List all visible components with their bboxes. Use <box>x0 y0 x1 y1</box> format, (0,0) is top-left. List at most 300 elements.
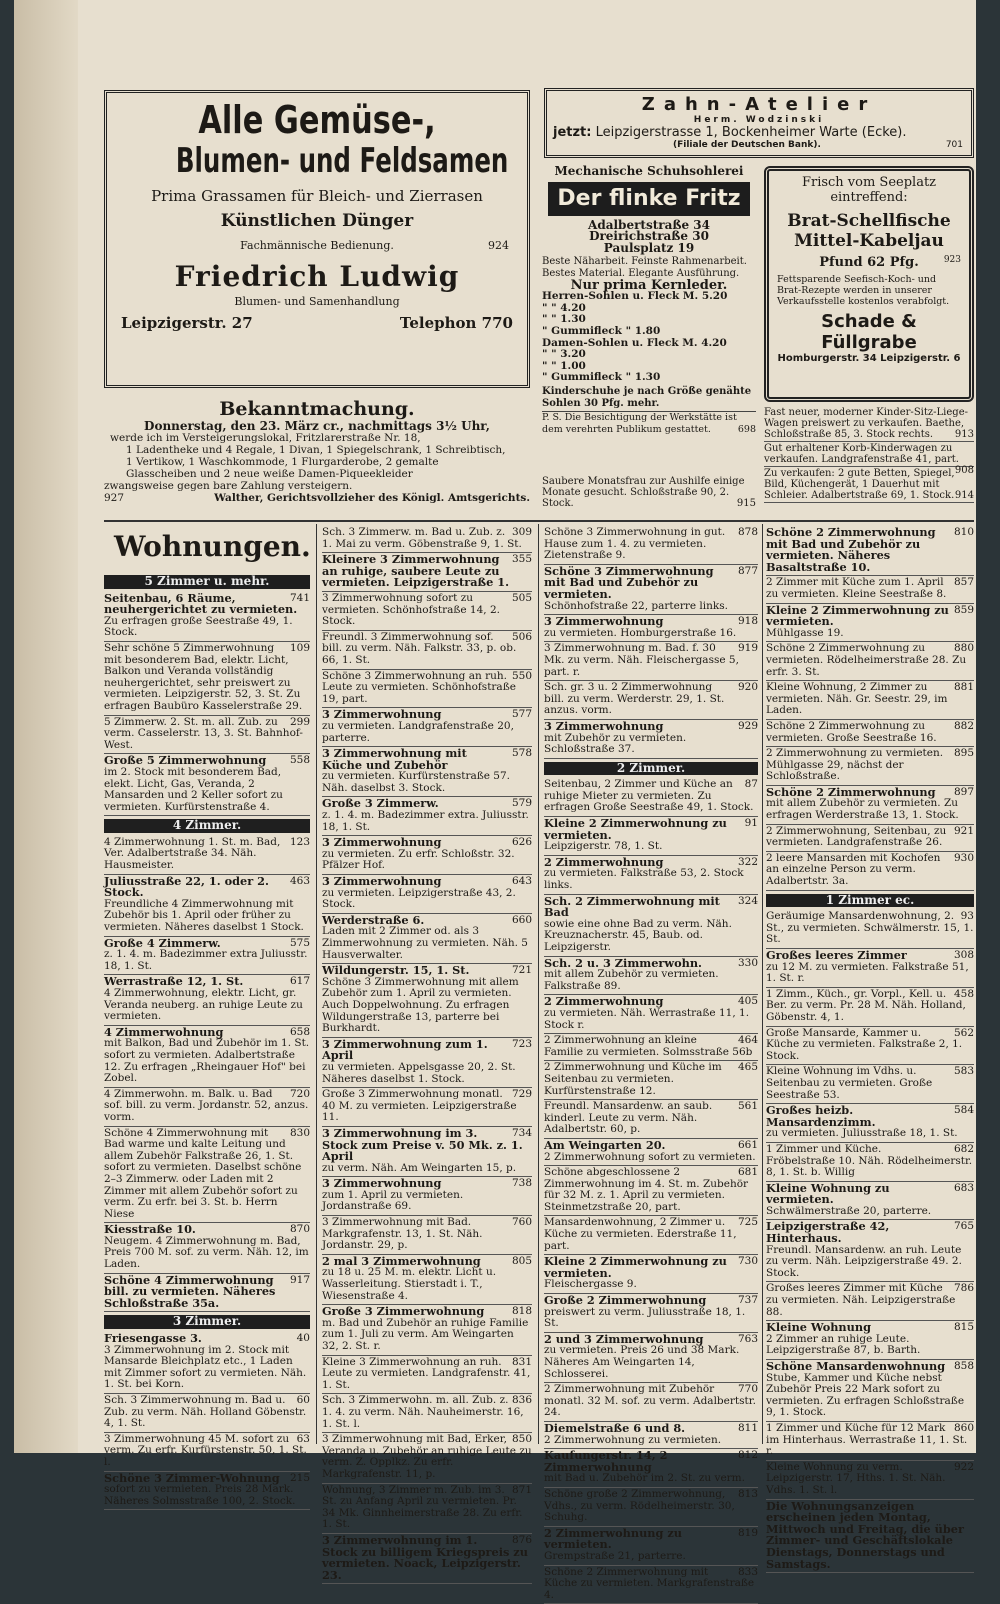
listing-text: zu vermieten. Zu erfr. Schloßstr. 32. Pfälzer Hof. <box>322 848 515 872</box>
listing-ref: 921 <box>951 826 974 838</box>
listing-headline: Diemelstraße 6 und 8. <box>544 1423 758 1435</box>
listing <box>544 720 758 759</box>
listing-text: 3 Zimmerwohnung sofort zu vermieten. Schönhofstraße 14, 2. Stock. <box>322 592 500 627</box>
listing-headline: Friesengasse 3. <box>104 1333 310 1345</box>
listing <box>104 1332 310 1394</box>
seeds-sub: Blumen- und Samenhandlung <box>121 295 513 308</box>
listing-text: Schöne 2 Zimmerwohnung mit Küche zu vermieten. Markgrafenstraße 4. <box>544 1566 754 1601</box>
listing-text: 3 Zimmerwohnung im 2. Stock mit Mansarde Bleichplatz etc., 1 Laden mit Zimmer sofort zu vermieten. Näh. 1. St. bei Korn. <box>104 1344 306 1391</box>
shoe-addr1: Adalbertstraße 34 <box>542 220 756 232</box>
listing-headline: Werrastraße 12, 1. St. <box>104 976 310 988</box>
listing-ref: 578 <box>509 748 532 760</box>
small-ad-ref: 913 <box>955 429 974 440</box>
listing-text: zu vermieten. Appelsgasse 20, 2. St. Näheres daselbst 1. Stock. <box>322 1061 516 1085</box>
listing <box>104 1026 310 1088</box>
column-4 <box>766 526 974 1442</box>
listing <box>766 1422 974 1461</box>
listing <box>544 957 758 996</box>
listing-ref: 895 <box>951 748 974 760</box>
listing <box>766 988 974 1027</box>
listing-text: 5 Zimmerw. 2. St. m. all. Zub. zu verm. Casselerstr. 13, 3. St. Bahnhof-West. <box>104 716 303 751</box>
listing-text: mit allem Zubehör zu vermieten. Zu erfragen Werderstraße 13, 1. Stock. <box>766 797 959 821</box>
seeds-footer <box>121 314 513 332</box>
listing-text: zu vermieten. Leipzigerstraße 43, 2. Stock. <box>322 887 516 911</box>
listing-text: zu vermieten. Landgrafenstraße 20, parterre. <box>322 720 514 744</box>
listing-ref: 815 <box>951 1322 974 1334</box>
fish-title1: Brat-Schellfische <box>777 211 961 231</box>
listing-ref: 734 <box>509 1128 532 1140</box>
shoe-kicker: Mechanische Schuhsohlerei <box>542 166 756 178</box>
listing <box>322 631 532 670</box>
listing <box>766 604 974 643</box>
seeds-phone: Telephon 770 <box>400 314 513 332</box>
listing <box>322 836 532 875</box>
listing-ref: 737 <box>735 1295 758 1307</box>
listing <box>766 825 974 852</box>
listing-text: Neugem. 4 Zimmerwohnung m. Bad, Preis 700 M. sof. zu verm. Näh. 12, im Laden. <box>104 1235 309 1270</box>
listing-text: zu vermieten. Kurfürstenstraße 57. Näh. daselbst 3. Stock. <box>322 770 510 794</box>
fish-title2: Mittel-Kabeljau <box>777 231 961 251</box>
listing-ref: 897 <box>951 787 974 799</box>
listing <box>766 786 974 825</box>
category-bar: 5 Zimmer u. mehr. <box>104 575 310 589</box>
listing-ref: 93 <box>958 911 974 923</box>
listing-text: 2 Zimmerwohnung sofort zu vermieten. <box>544 1151 756 1163</box>
listing-ref: 930 <box>951 853 974 865</box>
listing-headline: Werderstraße 6. <box>322 915 532 927</box>
listing <box>544 1294 758 1333</box>
listing-headline: Kiesstraße 10. <box>104 1224 310 1236</box>
shoe-kids: Kinderschuhe je nach Größe genähte Sohlen 30 Pfg. mehr. <box>542 386 756 409</box>
listing <box>104 754 310 816</box>
shoe-price-line: Herren-Sohlen u. Fleck M. 5.20 <box>542 291 756 303</box>
column-1 <box>104 572 310 1442</box>
listing-headline: Am Weingarten 20. <box>544 1140 758 1152</box>
listing <box>766 1461 974 1500</box>
listing <box>766 1321 974 1360</box>
listing-text: Schönhofstraße 22, parterre links. <box>544 600 728 612</box>
listing <box>322 875 532 914</box>
listing-text: Kleine Wohnung zu verm. Leipzigerstr. 17, Hths. 1. St. Näh. Vdhs. 1. St. l. <box>766 1461 946 1496</box>
category-bar: 2 Zimmer. <box>544 762 758 776</box>
listing-ref: 857 <box>951 577 974 589</box>
listing-ref: 918 <box>735 616 758 628</box>
shoe-addr3: Paulsplatz 19 <box>542 243 756 255</box>
listing-headline: Schöne 3 Zimmerwohnung mit Bad und Zubehör zu vermieten. <box>544 566 758 601</box>
dental-owner: Herm. Wodzinski <box>553 115 965 125</box>
listing-ref: 836 <box>509 1395 532 1407</box>
listing-headline: Kleine 2 Zimmerwohnung zu vermieten. <box>766 605 974 628</box>
listing-headline: 3 Zimmerwohnung im 1. Stock zu billigem Kriegspreis zu vermieten. Noack, Leipzigerstr. 23. <box>322 1535 532 1581</box>
listing-ref: 770 <box>735 1384 758 1396</box>
listing-headline: 3 Zimmerwohnung <box>322 837 532 849</box>
listing-text: Große 3 Zimmerwohnung monatl. 40 M. zu vermieten. Leipzigerstraße 11. <box>322 1088 517 1123</box>
listing-ref: 505 <box>509 593 532 605</box>
column-rule-3 <box>762 524 763 1444</box>
listing-ref: 579 <box>509 798 532 810</box>
small-ad-text: Fast neuer, moderner Kinder-Sitz-Liege-Wagen preiswert zu verkaufen. Baethe, Schloßstraße 85, 3. Stock rechts. <box>764 407 968 440</box>
listing-headline: 2 Zimmerwohnung zu vermieten. <box>544 1528 758 1551</box>
listing <box>322 1038 532 1088</box>
listing-ref: 729 <box>509 1089 532 1101</box>
listing <box>322 1394 532 1433</box>
dental-branch: (Filiale der Deutschen Bank). <box>673 140 821 150</box>
listing-text: 2 Zimmerwohnung, Seitenbau, zu vermieten. Landgrafenstraße 26. <box>766 825 946 849</box>
listing <box>544 565 758 615</box>
listing <box>766 910 974 949</box>
listing-text: zum 1. April zu vermieten. Jordanstraße 69. <box>322 1189 463 1213</box>
small-ad <box>764 442 974 467</box>
listing-text: 2 Zimmerwohnung zu vermieten. Mühlgasse 29, nächst der Schloßstraße. <box>766 747 943 782</box>
shoe-price-line: " " 3.20 <box>542 349 756 361</box>
listing <box>104 716 310 755</box>
listing <box>766 949 974 988</box>
listing-text: Stube, Kammer und Küche nebst Zubehör Preis 22 Mark sofort zu vermieten. Zu erfragen Schloßstraße 9, 1. Stock. <box>766 1372 964 1419</box>
listing-headline: Sch. 2 Zimmerwohnung mit Bad <box>544 896 758 919</box>
small-ad-ref: 908 <box>955 465 974 476</box>
listing-headline: Sch. 2 u. 3 Zimmerwohn. <box>544 958 758 970</box>
listing-ref: 299 <box>287 717 310 729</box>
listing <box>766 1500 974 1574</box>
listing <box>104 642 310 716</box>
sale-text: Saubere Monatsfrau zur Aushilfe einige Monate gesucht. Schloßstraße 90, 2. Stock. <box>542 476 745 509</box>
listing-headline: 3 Zimmerwohnung mit Küche und Zubehör <box>322 748 532 771</box>
listing-ref: 109 <box>287 643 310 655</box>
listing-text: z. 1. 4. m. Badezimmer extra. Juliusstr. 18, 1. St. <box>322 809 529 833</box>
fish-ad <box>764 166 974 402</box>
shoe-ps <box>542 411 756 435</box>
listing-text: m. Bad und Zubehör an ruhige Familie zum 1. Juli zu verm. Am Weingarten 32, 2. St. r. <box>322 1317 528 1352</box>
fish-price-row <box>777 255 961 270</box>
dental-ad <box>544 88 974 158</box>
shoe-price-list <box>542 291 756 384</box>
listing-text: Sch. 3 Zimmerw. m. Bad u. Zub. z. 1. Mai zu verm. Göbenstraße 9, 1. St. <box>322 526 522 550</box>
sale-ad <box>542 476 756 516</box>
shoe-price-line: Damen-Sohlen u. Fleck M. 4.20 <box>542 338 756 350</box>
listing-text: 2 Zimmerwohnung an kleine Familie zu vermieten. Solmsstraße 56b <box>544 1034 752 1058</box>
listing-text: zu vermieten. Homburgerstraße 16. <box>544 627 736 639</box>
listing-text: Sch. 3 Zimmerwohn. m. all. Zub. z. 1. 4. zu verm. Näh. Nauheimerstr. 16, 1. St. l. <box>322 1394 524 1429</box>
listing-text: Freundl. Mansardenw. an ruh. Leute zu verm. Näh. Leipzigerstraße 49. 2. Stock. <box>766 1244 962 1279</box>
listing-text: Wohnung, 3 Zimmer m. Zub. im 3. St. zu Anfang April zu vermieten. Pr. 34 Mk. Ginnheimerstraße 28. Zu erfr. 1. St. <box>322 1484 523 1531</box>
listing <box>544 995 758 1034</box>
listing-ref: 812 <box>735 1450 758 1462</box>
listing-ref: 660 <box>509 915 532 927</box>
listing-headline: 2 Zimmerwohnung <box>544 996 758 1008</box>
notice-text2: werde ich im Versteigerungslokal, Fritzlarerstraße Nr. 18, <box>104 432 530 444</box>
listing <box>766 1027 974 1066</box>
listing-text: 2 Zimmer an ruhige Leute. Leipzigerstraße 87, b. Barth. <box>766 1333 920 1357</box>
listing-text: Sehr schöne 5 Zimmerwohnung mit besonderem Bad, elektr. Licht, Balkon und Veranda vollständig neuhergerichtet, sehr preiswert zu vermieten. Leipzigerstr. 52, 3. St. Zu erfragen Baubüro Kasselerstraße 29. <box>104 642 302 712</box>
seeds-ref: 924 <box>488 239 509 252</box>
listing <box>766 720 974 747</box>
listing-ref: 830 <box>287 1128 310 1140</box>
listing <box>544 895 758 957</box>
listing-ref: 658 <box>287 1027 310 1039</box>
listing <box>544 1383 758 1422</box>
listing-ref: 811 <box>735 1423 758 1435</box>
dental-title: Zahn-Atelier <box>553 94 965 115</box>
listing-headline: Juliusstraße 22, 1. oder 2. Stock. <box>104 876 310 899</box>
listing-ref: 882 <box>951 721 974 733</box>
listing-ref: 831 <box>509 1357 532 1369</box>
listing-text: Geräumige Mansardenwohnung, 2. St., zu vermieten. Schwälmerstr. 15, 1. St. <box>766 910 973 945</box>
listing-text: zu verm. Näh. Am Weingarten 15, p. <box>322 1162 516 1174</box>
listing-text: Kleine Wohnung im Vdhs. u. Seitenbau zu vermieten. Große Seestraße 53. <box>766 1065 932 1100</box>
listing-ref: 215 <box>287 1473 310 1485</box>
listing-text: 4 Zimmerwohnung 1. St. m. Bad, Ver. Adalbertstraße 34. Näh. Hausmeister. <box>104 836 280 871</box>
shoe-price-line: " Gummifleck " 1.80 <box>542 326 756 338</box>
listing-text: 4 Zimmerwohnung, elektr. Licht, gr. Veranda neuberg. an ruhige Leute zu vermieten. <box>104 987 303 1022</box>
listing-text: 3 Zimmerwohnung mit Bad, Erker, Veranda u. Zubehör an ruhige Leute zu verm. Z. Opplkz. Zu erfr. Markgrafenstr. 11, p. <box>322 1433 532 1480</box>
listing-text: Mühlgasse 19. <box>766 627 844 639</box>
listing-ref: 876 <box>509 1535 532 1547</box>
listing-text: Schöne 3 Zimmerwohnung mit allem Zubehör zum 1. April zu vermieten. Auch Doppelwohnung. Zu erfragen Wildungerstraße 13, parterre bei Burkhardt. <box>322 976 519 1034</box>
listing-ref: 405 <box>735 996 758 1008</box>
listing <box>322 1356 532 1395</box>
listing <box>544 856 758 895</box>
listing-headline: Kaufungerstr. 14, 2 Zimmerwohnung <box>544 1450 758 1473</box>
listing-text: mit Bad u. Zubehör im 2. St. zu verm. <box>544 1472 745 1484</box>
listing-headline: 3 Zimmerwohnung <box>544 721 758 733</box>
listing-text: 1 Zimmer und Küche. Fröbelstraße 10. Näh. Rödelheimerstr. 8, 1. St. b. Willig <box>766 1143 972 1178</box>
listing <box>544 1333 758 1383</box>
shoe-leather: Nur prima Kernleder. <box>542 280 756 292</box>
notice-footer <box>104 492 530 504</box>
listing-ref: 721 <box>509 965 532 977</box>
listing-text: 3 Zimmerwohnung m. Bad. f. 30 Mk. zu verm. Näh. Fleischergasse 5, part. r. <box>544 642 739 677</box>
listing-text: Schöne abgeschlossene 2 Zimmerwohnung im 4. St. m. Zubehör für 32 M. z. 1. April zu vermieten. Steinmetzstraße 20, part. <box>544 1166 748 1213</box>
section-title: Wohnungen. <box>114 530 314 563</box>
listing-ref: 725 <box>735 1217 758 1229</box>
listing-ref: 63 <box>294 1434 310 1446</box>
listing <box>322 708 532 747</box>
seeds-grass-line: Prima Grassamen für Bleich- und Zierrasen <box>121 187 513 205</box>
listing <box>104 1088 310 1127</box>
seeds-service-line: Fachmännische Bedienung. <box>240 239 394 252</box>
listing <box>766 1065 974 1104</box>
dental-now-label: jetzt: <box>553 125 591 140</box>
listing-ref: 617 <box>287 976 310 988</box>
column-2 <box>322 526 532 1442</box>
listing-ref: 463 <box>287 876 310 888</box>
notice-ref: 927 <box>104 492 124 504</box>
listing-text: Freundl. Mansardenw. an saub. kinderl. Leute zu verm. Näh. Adalbertstr. 60, p. <box>544 1100 712 1135</box>
listing <box>104 592 310 642</box>
listing <box>544 1449 758 1488</box>
listing <box>766 1104 974 1143</box>
dental-address-row <box>553 125 965 140</box>
listing <box>322 1305 532 1355</box>
category-bar: 4 Zimmer. <box>104 819 310 833</box>
listing <box>766 642 974 681</box>
listing <box>104 1433 310 1472</box>
listing-headline: 2 Zimmerwohnung <box>544 857 758 869</box>
shoe-addr2: Dreirichstraße 30 <box>542 231 756 243</box>
listing <box>322 914 532 964</box>
listing-text: 3 Zimmerwohnung mit Bad. Markgrafenstr. 13, 1. St. Näh. Jordanstr. 29, p. <box>322 1216 482 1251</box>
seeds-address: Leipzigerstr. 27 <box>121 314 253 332</box>
listing-headline: Schöne Mansardenwohnung <box>766 1361 974 1373</box>
listing-text: 2 Zimmerwohnung zu vermieten. <box>544 1434 721 1446</box>
listing-text: mit Balkon, Bad und Zubehör im 1. St. sofort zu vermieten. Adalbertstraße 12. Zu erfragen „Rheingauer Hof" bei Zobel. <box>104 1037 309 1084</box>
listing-text: Kleine Wohnung, 2 Zimmer zu vermieten. Näh. Gr. Seestr. 29, im Laden. <box>766 681 948 716</box>
listing-headline: Schöne 4 Zimmerwohnung bill. zu vermieten. Näheres Schloßstraße 35a. <box>104 1275 310 1310</box>
listing-headline: Schöne 2 Zimmerwohnung <box>766 787 974 799</box>
listing-ref: 922 <box>951 1462 974 1474</box>
listing <box>544 1488 758 1527</box>
listing-ref: 871 <box>509 1485 532 1497</box>
dental-ref: 701 <box>946 140 963 150</box>
shoe-price-line: " " 4.20 <box>542 303 756 315</box>
dental-branch-row <box>553 140 965 150</box>
listing-text: zu 18 u. 25 M. m. elektr. Licht u. Wasserleitung. Stierstadt i. T., Wiesenstraße 4. <box>322 1266 496 1301</box>
listing <box>322 1534 532 1584</box>
small-ad <box>764 406 974 442</box>
listing-text: zu vermieten. Preis 26 und 38 Mark. Näheres Am Weingarten 14, Schlosserei. <box>544 1344 739 1379</box>
listing-text: im 2. Stock mit besonderem Bad, elekt. Licht, Gas, Veranda, 2 Mansarden und 2 Keller sofort zu vermieten. Kurfürstenstraße 4. <box>104 766 283 813</box>
listing-headline: Leipzigerstraße 42, Hinterhaus. <box>766 1221 974 1244</box>
listing <box>104 975 310 1025</box>
shoe-ad <box>542 166 756 486</box>
notice-ad <box>104 398 530 518</box>
listing-text: Schöne 3 Zimmerwohnung an ruh. Leute zu vermieten. Schönhofstraße 19, part. <box>322 670 516 705</box>
listing <box>766 1143 974 1182</box>
fish-shop: Schade & Füllgrabe <box>777 311 961 353</box>
listing-ref: 550 <box>509 671 532 683</box>
listing-headline: Großes leeres Zimmer <box>766 950 974 962</box>
shoe-features: Beste Näharbeit. Feinste Rahmenarbeit. Bestes Material. Elegante Ausführung. <box>542 256 756 279</box>
listing-ref: 880 <box>951 643 974 655</box>
listing-headline: 2 mal 3 Zimmerwohnung <box>322 1256 532 1268</box>
listing <box>544 1100 758 1139</box>
listing <box>322 1177 532 1216</box>
listing-text: Seitenbau, 2 Zimmer und Küche an ruhige Mieter zu vermieten. Zu erfragen Große Seestraße 49, 1. Stock. <box>544 778 754 813</box>
listing <box>544 1139 758 1166</box>
listing <box>766 526 974 576</box>
listing <box>104 1127 310 1224</box>
listing-headline: Die Wohnungsanzeigen erscheinen jeden Montag, Mittwoch und Freitag, die über Zimmer- und Geschäftslokale Dienstags, Donnerstags und Samstags. <box>766 1501 974 1571</box>
listing-text: 2 Zimmerwohnung und Küche im Seitenbau zu vermieten. Kurfürstenstraße 12. <box>544 1061 722 1096</box>
listing <box>322 747 532 797</box>
listing <box>766 1220 974 1282</box>
listing-text: Zu erfragen große Seestraße 49, 1. Stock. <box>104 615 293 639</box>
listing <box>322 964 532 1038</box>
listing-ref: 626 <box>509 837 532 849</box>
listing-ref: 741 <box>287 593 310 605</box>
listing <box>322 526 532 553</box>
listing-headline: Große 2 Zimmerwohnung <box>544 1295 758 1307</box>
listing <box>322 797 532 836</box>
seeds-ad <box>104 90 530 388</box>
listing-headline: 3 Zimmerwohnung im 3. Stock zum Preise v. 50 Mk. z. 1. April <box>322 1128 532 1163</box>
listing-ref: 583 <box>951 1066 974 1078</box>
listing-text: mit allem Zubehör zu vermieten. Falkstraße 89. <box>544 968 719 992</box>
listing-headline: Kleine Wohnung zu vermieten. <box>766 1183 974 1206</box>
listing-ref: 91 <box>742 818 758 830</box>
listing-ref: 819 <box>735 1528 758 1540</box>
listing-ref: 760 <box>509 1217 532 1229</box>
listing <box>766 681 974 720</box>
listing-ref: 738 <box>509 1178 532 1190</box>
listing <box>544 1061 758 1100</box>
listing-text: Freundliche 4 Zimmerwohnung mit Zubehör bis 1. April oder früher zu vermieten. Näheres daselbst 1 Stock. <box>104 898 304 933</box>
sale-ref: 915 <box>737 498 756 509</box>
column-rule-1 <box>316 524 317 1444</box>
listing <box>766 852 974 891</box>
listing-headline: Kleine Wohnung <box>766 1322 974 1334</box>
listing <box>104 875 310 937</box>
listing-headline: Großes heizb. Mansardenzimm. <box>766 1105 974 1128</box>
notice-title: Bekanntmachung. <box>104 398 530 420</box>
listing-ref: 506 <box>509 632 532 644</box>
listing-ref: 575 <box>287 938 310 950</box>
fish-ref: 923 <box>944 255 961 265</box>
listing-text: Freundl. 3 Zimmerwohnung sof. bill. zu verm. Näh. Falkstr. 33, p. ob. 66, 1. St. <box>322 631 516 666</box>
listing-text: 1 Zimmer und Küche für 12 Mark im Hinterhaus. Werrastraße 11, 1. St. r. <box>766 1422 967 1457</box>
listing <box>104 1223 310 1273</box>
listing-ref: 858 <box>951 1361 974 1373</box>
fish-kicker: Frisch vom Seeplatz eintreffend: <box>777 175 961 205</box>
listing-ref: 40 <box>294 1333 310 1345</box>
column-rule-2 <box>538 524 539 1444</box>
listing-ref: 805 <box>509 1256 532 1268</box>
listing <box>766 1282 974 1321</box>
listing-text: zu 12 M. zu vermieten. Falkstraße 51, 1. St. r. <box>766 961 969 985</box>
small-ad <box>764 467 974 503</box>
listing-headline: 4 Zimmerwohnung <box>104 1027 310 1039</box>
listing-headline: Kleine 2 Zimmerwohnung zu vermieten. <box>544 1256 758 1279</box>
listing-text: Schöne große 2 Zimmerwohnung, Vdhs., zu verm. Rödelheimerstr. 30, Schuhg. <box>544 1488 735 1523</box>
listing <box>104 1274 310 1313</box>
seeds-headline-1: Alle Gemüse-, <box>160 99 474 141</box>
listing-ref: 878 <box>735 527 758 539</box>
category-bar: 1 Zimmer ec. <box>766 894 974 908</box>
listing-text: 3 Zimmerwohnung 45 M. sofort zu verm. Zu erfr. Kurfürstenstr. 50, 1. St. l. <box>104 1433 307 1468</box>
listing-text: 2 Zimmer mit Küche zum 1. April zu vermieten. Kleine Seestraße 8. <box>766 576 946 600</box>
listing-text: Große Mansarde, Kammer u. Küche zu vermieten. Falkstraße 2, 1. Stock. <box>766 1027 962 1062</box>
listing-ref: 765 <box>951 1221 974 1233</box>
notice-sign: Walther, Gerichtsvollzieher des Königl. Amtsgerichts. <box>214 492 530 504</box>
listing-text: Schöne 2 Zimmerwohnung zu vermieten. Rödelheimerstraße 28. Zu erfr. 3. St. <box>766 642 966 677</box>
listing-text: 1 Zimm., Küch., gr. Vorpl., Kell. u. Ber. zu verm. Pr. 28 M. Näh. Holland, Göbenstr. 4, 1. <box>766 988 966 1023</box>
fish-address: Homburgerstr. 34 Leipzigerstr. 6 <box>777 353 961 364</box>
listing-text: Großes leeres Zimmer mit Küche zu vermieten. Näh. Leipzigerstraße 88. <box>766 1282 955 1317</box>
listing-headline: 3 Zimmerwohnung <box>322 876 532 888</box>
listing-headline: 2 und 3 Zimmerwohnung <box>544 1334 758 1346</box>
listing-ref: 464 <box>735 1035 758 1047</box>
listing <box>104 937 310 976</box>
listing-headline: 3 Zimmerwohnung <box>544 616 758 628</box>
listing-ref: 643 <box>509 876 532 888</box>
listing-ref: 561 <box>735 1101 758 1113</box>
listing-text: Sch. gr. 3 u. 2 Zimmerwohnung bill. zu verm. Werderstr. 29, 1. St. anzus. vorm. <box>544 681 724 716</box>
listing-ref: 786 <box>951 1283 974 1295</box>
listing-text: Schöne 3 Zimmerwohnung in gut. Hause zum 1. 4. zu vermieten. Zietenstraße 9. <box>544 526 725 561</box>
small-ads-right <box>764 406 974 516</box>
small-ad-text: Zu verkaufen: 2 gute Betten, Spiegel, Bild, Küchengerät, 1 Dauerhut mit Schleier. Adalbertstraße 69, 1. Stock. <box>764 468 955 501</box>
listing-ref: 60 <box>294 1395 310 1407</box>
dental-address: Leipzigerstrasse 1, Bockenheimer Warte (Ecke). <box>596 125 907 140</box>
fish-price: Pfund 62 Pfg. <box>819 255 919 270</box>
listing-text: zu vermieten. Näh. Werrastraße 11, 1. Stock r. <box>544 1007 749 1031</box>
listing <box>322 553 532 592</box>
listing <box>104 1472 310 1511</box>
seeds-name: Friedrich Ludwig <box>121 260 513 293</box>
listing-ref: 577 <box>509 709 532 721</box>
listing-text: z. 1. 4. m. Badezimmer extra Juliusstr. 18, 1. St. <box>104 948 307 972</box>
listing-headline: 3 Zimmerwohnung <box>322 1178 532 1190</box>
